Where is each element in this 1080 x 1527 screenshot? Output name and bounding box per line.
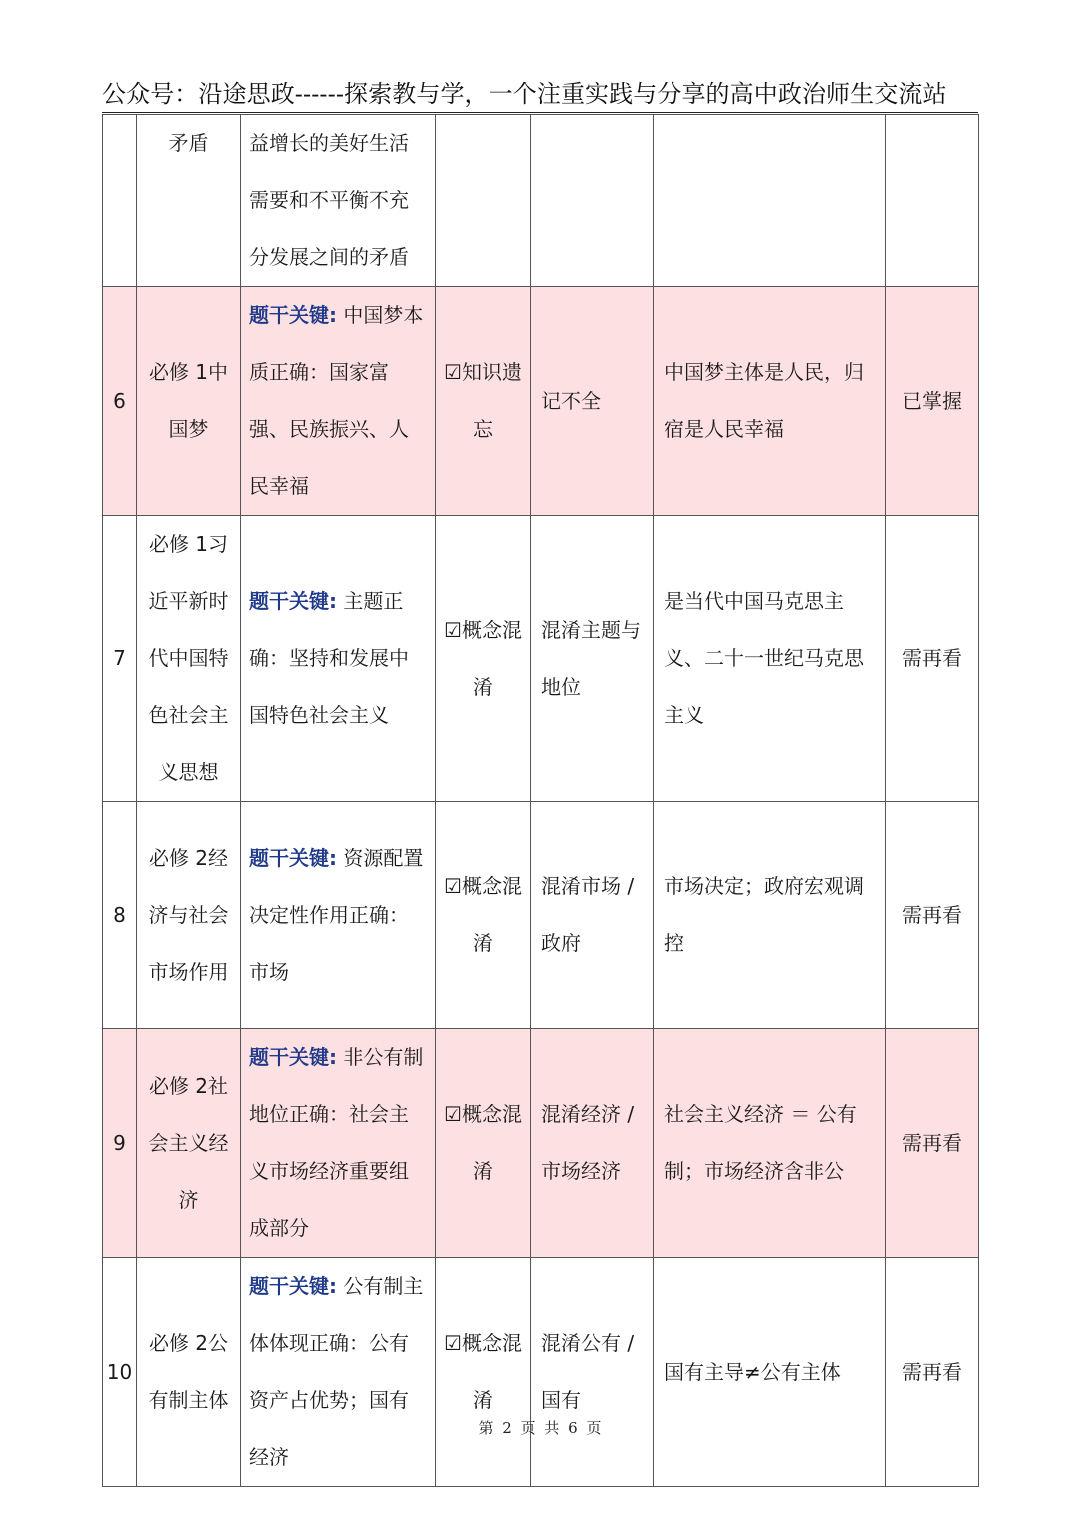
stem-key-label: 题干关键: bbox=[249, 1045, 337, 1069]
key-point-cell: 中国梦主体是人民，归宿是人民幸福 bbox=[654, 287, 886, 516]
stem-key-cell bbox=[241, 802, 436, 1029]
stem-key-cell bbox=[241, 1029, 436, 1258]
stem-key-label: 题干关键: bbox=[249, 845, 337, 870]
module-cell: 矛盾 bbox=[137, 115, 241, 287]
error-type-cell bbox=[436, 115, 531, 287]
error-review-table bbox=[102, 114, 979, 1487]
status-cell: 已掌握 bbox=[886, 287, 979, 516]
reason-cell: 混淆公有 / 国有 bbox=[531, 1258, 654, 1487]
stem-key-label: 题干关键: bbox=[249, 1274, 337, 1298]
error-type-cell: ☑知识遗忘 bbox=[436, 287, 531, 516]
module-cell: 必修 1习近平新时代中国特色社会主义思想 bbox=[137, 516, 241, 802]
module-cell: 必修 2公有制主体 bbox=[137, 1258, 241, 1487]
row-number: 6 bbox=[103, 287, 137, 516]
module-cell: 必修 2经济与社会市场作用 bbox=[137, 802, 241, 1029]
page-number-footer: 第 2 页 共 6 页 bbox=[478, 1419, 602, 1437]
status-cell bbox=[886, 115, 979, 287]
key-point-cell bbox=[654, 115, 886, 287]
table-row bbox=[103, 516, 979, 802]
error-type-cell: ☑概念混淆 bbox=[436, 1029, 531, 1258]
reason-cell: 混淆主题与地位 bbox=[531, 516, 654, 802]
table-row bbox=[103, 1258, 979, 1487]
table-row bbox=[103, 1029, 979, 1258]
status-cell: 需再看 bbox=[886, 802, 979, 1029]
key-point-cell: 市场决定；政府宏观调控 bbox=[654, 802, 886, 1029]
stem-key-text: 非公有制地位正确：社会主义市场经济重要组成部分 bbox=[249, 1045, 424, 1240]
module-cell: 必修 1中国梦 bbox=[137, 287, 241, 516]
header-divider bbox=[102, 112, 978, 113]
table-row bbox=[103, 802, 979, 1029]
stem-key-cell bbox=[241, 287, 436, 516]
key-point-cell: 社会主义经济 ＝ 公有制；市场经济含非公 bbox=[654, 1029, 886, 1258]
table-row bbox=[103, 115, 979, 287]
reason-cell bbox=[531, 115, 654, 287]
reason-cell: 记不全 bbox=[531, 287, 654, 516]
stem-key-text: 中国梦本质正确：国家富强、民族振兴、人民幸福 bbox=[249, 303, 424, 498]
stem-key-cell bbox=[241, 516, 436, 802]
table-row bbox=[103, 287, 979, 516]
stem-key-cell bbox=[241, 1258, 436, 1487]
key-point-cell: 国有主导≠公有主体 bbox=[654, 1258, 886, 1487]
error-type-cell: ☑概念混淆 bbox=[436, 1258, 531, 1487]
status-cell: 需再看 bbox=[886, 1258, 979, 1487]
status-cell: 需再看 bbox=[886, 1029, 979, 1258]
stem-key-text: 资源配置决定性作用正确：市场 bbox=[249, 845, 424, 984]
reason-cell: 混淆经济 / 市场经济 bbox=[531, 1029, 654, 1258]
row-number: 7 bbox=[103, 516, 137, 802]
stem-key-text: 益增长的美好生活需要和不平衡不充分发展之间的矛盾 bbox=[249, 131, 409, 269]
stem-key-cell bbox=[241, 115, 436, 287]
reason-cell: 混淆市场 / 政府 bbox=[531, 802, 654, 1029]
status-cell: 需再看 bbox=[886, 516, 979, 802]
stem-key-text: 主题正确：坚持和发展中国特色社会主义 bbox=[249, 589, 409, 727]
key-point-cell: 是当代中国马克思主义、二十一世纪马克思主义 bbox=[654, 516, 886, 802]
stem-key-text: 公有制主体体现正确：公有资产占优势；国有经济 bbox=[249, 1274, 424, 1469]
page-header: 公众号：沿途思政------探索教与学，一个注重实践与分享的高中政治师生交流站 bbox=[102, 80, 947, 108]
row-number bbox=[103, 115, 137, 287]
stem-key-label: 题干关键: bbox=[249, 303, 337, 327]
error-type-cell: ☑概念混淆 bbox=[436, 802, 531, 1029]
row-number: 9 bbox=[103, 1029, 137, 1258]
error-type-cell: ☑概念混淆 bbox=[436, 516, 531, 802]
row-number: 10 bbox=[103, 1258, 137, 1487]
row-number: 8 bbox=[103, 802, 137, 1029]
module-cell: 必修 2社会主义经济 bbox=[137, 1029, 241, 1258]
stem-key-label: 题干关键: bbox=[249, 589, 337, 613]
